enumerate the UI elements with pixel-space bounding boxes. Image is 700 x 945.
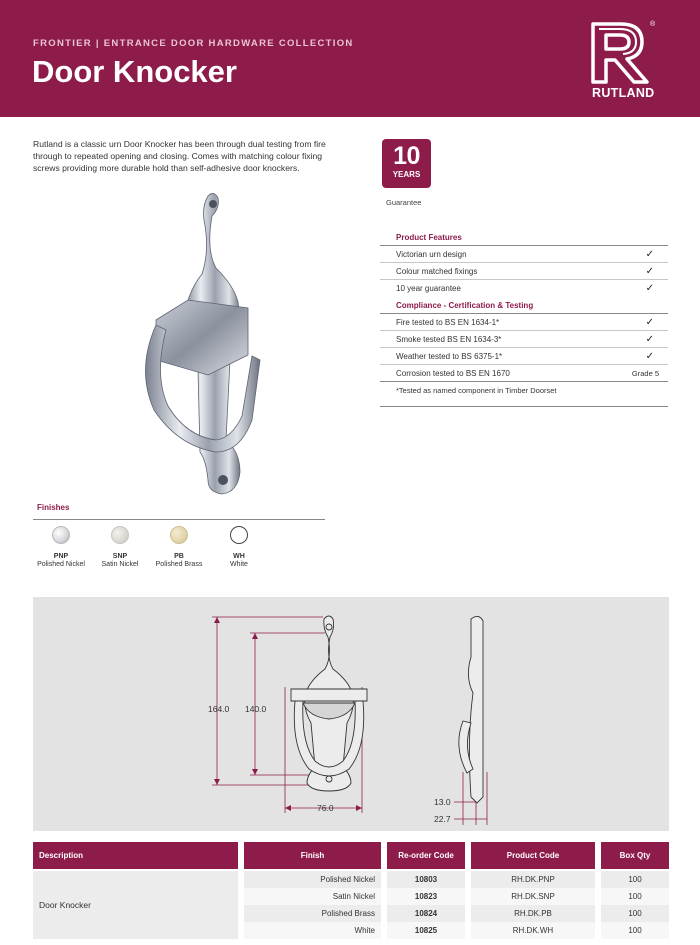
finish-cell: Polished Nickel <box>244 871 381 888</box>
dimension-overall-height: 164.0 <box>208 704 230 714</box>
finish-color-dot <box>170 526 188 544</box>
box-qty-cell: 100 <box>601 888 669 905</box>
compliance-row <box>380 314 668 331</box>
product-code-cell: RH.DK.PNP <box>471 871 595 888</box>
check-icon: ✓ <box>645 266 654 277</box>
feature-label: Colour matched fixings <box>396 267 478 276</box>
description-cell: Door Knocker <box>33 871 238 939</box>
guarantee-badge <box>382 139 431 188</box>
product-code-cell: RH.DK.SNP <box>471 888 595 905</box>
box-qty-cell: 100 <box>601 922 669 939</box>
product-code-cell: RH.DK.WH <box>471 922 595 939</box>
feature-row <box>380 263 668 280</box>
finish-cell: Satin Nickel <box>244 888 381 905</box>
table-header-finish: Finish <box>244 842 381 869</box>
finish-color-dot <box>230 526 248 544</box>
feature-label: Victorian urn design <box>396 250 467 259</box>
finish-code: PB <box>174 553 184 560</box>
corrosion-grade: Grade 5 <box>631 369 659 378</box>
features-list <box>380 229 668 407</box>
product-code-cell: RH.DK.PB <box>471 905 595 922</box>
check-icon: ✓ <box>645 317 654 328</box>
box-qty-cell: 100 <box>601 905 669 922</box>
door-knocker-image <box>128 190 278 500</box>
compliance-row <box>380 365 668 382</box>
finishes-heading: Finishes <box>37 503 70 512</box>
brand-name: RUTLAND <box>592 86 655 100</box>
table-header-description: Description <box>33 842 238 869</box>
finish-color-dot <box>111 526 129 544</box>
reorder-code-cell: 10803 <box>387 871 465 888</box>
reorder-code-cell: 10824 <box>387 905 465 922</box>
compliance-row <box>380 331 668 348</box>
compliance-row <box>380 348 668 365</box>
feature-row <box>380 280 668 297</box>
reorder-code-cell: 10823 <box>387 888 465 905</box>
finish-code: WH <box>233 553 245 560</box>
compliance-heading: Compliance - Certification & Testing <box>380 297 668 314</box>
divider <box>33 519 325 520</box>
table-header-reorder-code: Re-order Code <box>387 842 465 869</box>
finish-name: Polished Brass <box>155 561 203 568</box>
dimension-projection-total: 22.7 <box>434 814 451 824</box>
dimension-width: 76.0 <box>317 803 334 813</box>
collection-subtitle: FRONTIER | ENTRANCE DOOR HARDWARE COLLECTION <box>33 38 354 49</box>
compliance-label: Smoke tested BS EN 1634-3* <box>396 335 502 344</box>
finish-cell: Polished Brass <box>244 905 381 922</box>
feature-label: 10 year guarantee <box>396 284 461 293</box>
dimension-projection-base: 13.0 <box>434 797 451 807</box>
finish-swatch-pb <box>149 526 209 568</box>
finish-code: PNP <box>53 553 69 560</box>
finish-swatch-wh <box>209 526 269 568</box>
finish-swatch-pnp <box>31 526 91 568</box>
finish-swatch-snp <box>90 526 150 568</box>
finish-color-dot <box>52 526 70 544</box>
check-icon: ✓ <box>645 249 654 260</box>
finish-name: White <box>230 561 248 568</box>
finish-cell: White <box>244 922 381 939</box>
finish-name: Satin Nickel <box>101 561 139 568</box>
page-title: Door Knocker <box>32 54 237 89</box>
finish-name: Polished Nickel <box>37 561 85 568</box>
check-icon: ✓ <box>645 283 654 294</box>
page-header <box>0 0 700 117</box>
guarantee-years-number: 10 <box>393 142 420 170</box>
guarantee-years-unit: YEARS <box>392 170 421 179</box>
compliance-label: Fire tested to BS EN 1634-1* <box>396 318 500 327</box>
divider <box>380 406 668 407</box>
feature-row <box>380 246 668 263</box>
table-header-product-code: Product Code <box>471 842 595 869</box>
check-icon: ✓ <box>645 334 654 345</box>
registered-mark: ® <box>650 21 656 28</box>
intro-paragraph: Rutland is a classic urn Door Knocker has been through dual testing from fire through to repeated opening and closing. Comes with matching colour fixing screws providing more durable hold than self-adhesive door knockers. <box>33 139 326 173</box>
dimension-drawing <box>33 597 669 831</box>
finish-code: SNP <box>112 553 128 560</box>
guarantee-label: Guarantee <box>386 198 422 207</box>
compliance-label: Corrosion tested to BS EN 1670 <box>396 369 510 378</box>
technical-drawing <box>33 597 669 831</box>
box-qty-cell: 100 <box>601 871 669 888</box>
product-features-heading: Product Features <box>380 229 668 246</box>
compliance-label: Weather tested to BS 6375-1* <box>396 352 503 361</box>
reorder-code-cell: 10825 <box>387 922 465 939</box>
check-icon: ✓ <box>645 351 654 362</box>
table-header-box-qty: Box Qty <box>601 842 669 869</box>
dimension-fixing-centres: 140.0 <box>245 704 267 714</box>
testing-footnote: *Tested as named component in Timber Doorset <box>396 386 557 395</box>
